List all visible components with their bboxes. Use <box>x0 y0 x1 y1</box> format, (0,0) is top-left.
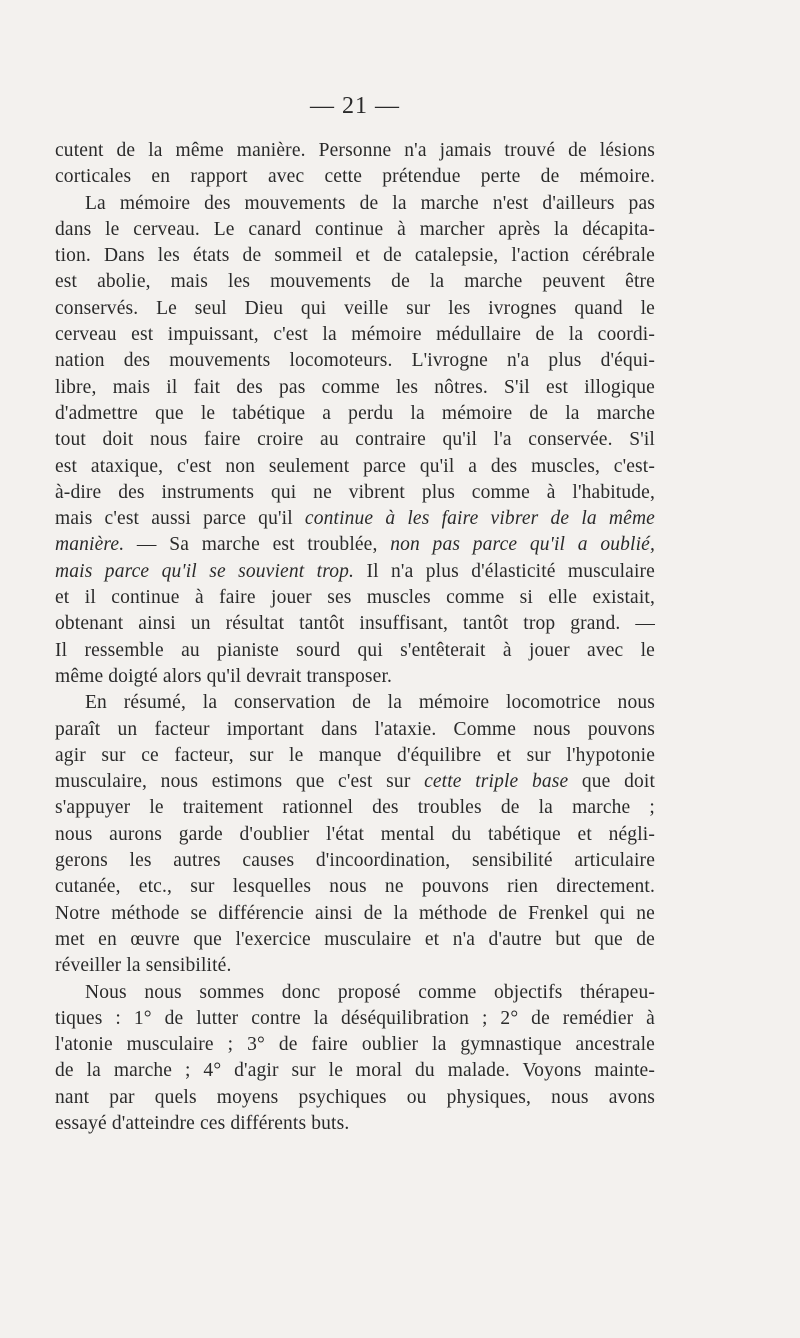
text-line: En résumé, la conservation de la mémoire locomotrice nous <box>85 692 655 714</box>
text-line: obtenant ainsi un résultat tantôt insuffisant, tantôt trop grand. — <box>55 613 655 635</box>
text-line: Il ressemble au pianiste sourd qui s'entêterait à jouer avec le <box>55 639 655 661</box>
text-line <box>55 506 655 532</box>
text-line: est abolie, mais les mouvements de la marche peuvent être <box>55 271 655 293</box>
text-line: nous aurons garde d'oublier l'état mental du tabétique et négli- <box>55 823 655 845</box>
text-line: l'atonie musculaire ; 3° de faire oublier la gymnastique ancestrale <box>55 1034 655 1056</box>
italic-text: non pas parce qu'il a oublié, <box>390 534 655 556</box>
text-line: libre, mais il fait des pas comme les nôtres. S'il est illogique <box>55 376 655 398</box>
text-line: d'admettre que le tabétique a perdu la mémoire de la marche <box>55 402 655 424</box>
text-segment: que doit <box>568 771 656 793</box>
text-line: cutanée, etc., sur lesquelles nous ne pouvons rien directement. <box>55 876 655 898</box>
text-segment: — Sa marche est troublée, <box>124 534 391 556</box>
text-line: s'appuyer le traitement rationnel des troubles de la marche ; <box>55 797 655 819</box>
text-line <box>55 769 655 795</box>
text-line: La mémoire des mouvements de la marche n'est d'ailleurs pas <box>85 192 655 214</box>
text-line: tout doit nous faire croire au contraire qu'il l'a conservée. S'il <box>55 429 655 451</box>
text-line: tion. Dans les états de sommeil et de catalepsie, l'action cérébrale <box>55 245 655 267</box>
text-line: Notre méthode se différencie ainsi de la méthode de Frenkel qui ne <box>55 902 655 924</box>
text-line: paraît un facteur important dans l'ataxie. Comme nous pouvons <box>55 718 655 740</box>
text-line: même doigté alors qu'il devrait transposer. <box>55 665 393 687</box>
text-segment: Il n'a plus d'élasticité musculaire <box>354 560 655 582</box>
text-line: met en œuvre que l'exercice musculaire et n'a d'autre but que de <box>55 928 655 950</box>
text-line: nant par quels moyens psychiques ou physiques, nous avons <box>55 1086 655 1108</box>
text-line <box>55 532 655 558</box>
italic-text: cette triple base <box>424 771 569 793</box>
text-segment: mais c'est aussi parce qu'il <box>55 508 305 530</box>
text-line <box>55 559 655 585</box>
italic-text: mais parce qu'il se souvient trop. <box>55 560 355 582</box>
text-line: tiques : 1° de lutter contre la déséquilibration ; 2° de remédier à <box>55 1007 655 1029</box>
text-line: agir sur ce facteur, sur le manque d'équilibre et sur l'hypotonie <box>55 744 655 766</box>
text-segment: musculaire, nous estimons que c'est sur <box>55 771 425 793</box>
text-line: conservés. Le seul Dieu qui veille sur les ivrognes quand le <box>55 297 655 319</box>
text-line: dans le cerveau. Le canard continue à marcher après la décapita- <box>55 218 655 240</box>
italic-text: continue à les faire vibrer de la même <box>304 508 655 530</box>
text-line: gerons les autres causes d'incoordination, sensibilité articulaire <box>55 850 655 872</box>
text-line: essayé d'atteindre ces différents buts. <box>55 1112 350 1134</box>
text-line: cerveau est impuissant, c'est la mémoire médullaire de la coordi- <box>55 324 655 346</box>
text-line: à-dire des instruments qui ne vibrent plus comme à l'habitude, <box>55 481 655 503</box>
text-line: corticales en rapport avec cette prétendue perte de mémoire. <box>55 166 655 188</box>
text-line: de la marche ; 4° d'agir sur le moral du malade. Voyons mainte- <box>55 1060 655 1082</box>
text-line: cutent de la même manière. Personne n'a jamais trouvé de lésions <box>55 140 655 161</box>
text-line: est ataxique, c'est non seulement parce qu'il a des muscles, c'est- <box>55 455 655 477</box>
italic-text: manière. <box>55 534 125 556</box>
text-line: nation des mouvements locomoteurs. L'ivrogne n'a plus d'équi- <box>55 350 655 372</box>
page-number: — 21 — <box>310 93 400 119</box>
text-line: Nous nous sommes donc proposé comme objectifs thérapeu- <box>85 981 655 1003</box>
body-text <box>55 138 655 1137</box>
text-line: et il continue à faire jouer ses muscles comme si elle existait, <box>55 587 655 609</box>
text-line: réveiller la sensibilité. <box>55 955 232 977</box>
